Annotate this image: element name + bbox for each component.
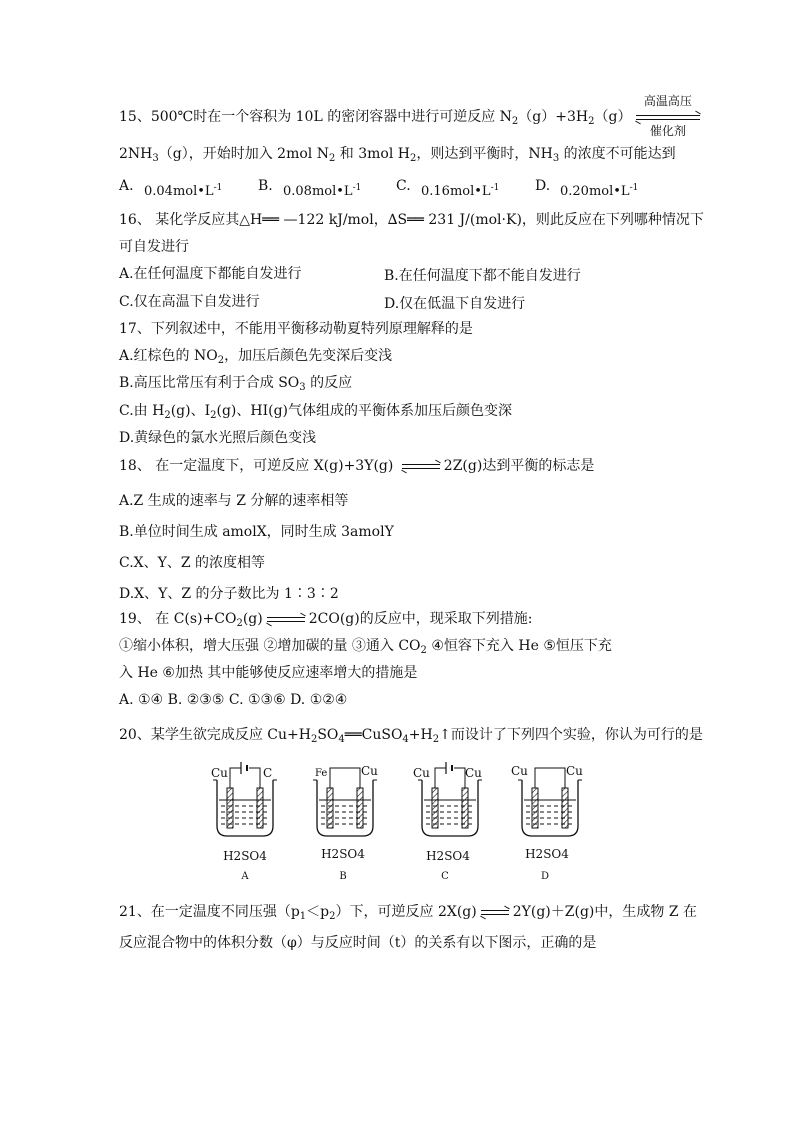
q16-option-d: D.仅在低温下自发进行 xyxy=(384,296,526,312)
q17-sub: 3 xyxy=(299,382,306,393)
q20-stem xyxy=(119,726,703,744)
q15-text: 2NH xyxy=(119,146,153,162)
q18-option-d: D.X、Y、Z 的分子数比为 1∶3∶2 xyxy=(119,586,339,602)
q17-text: ，加压后颜色先变深后变浅 xyxy=(224,348,393,364)
setup-b-right-electrode: Cu xyxy=(361,764,378,778)
q21-text: 21、在一定温度不同压强（p xyxy=(119,904,300,920)
q15-option-d-value xyxy=(560,184,638,199)
q17-sub: 2 xyxy=(210,410,217,421)
q17-stem: 17、下列叙述中，不能用平衡移动勒夏特列原理解释的是 xyxy=(119,321,473,337)
q15-sub: 2 xyxy=(588,116,595,127)
q17-text: C.由 H xyxy=(119,403,165,419)
setup-a-right-electrode: C xyxy=(263,766,273,780)
q15-sub: 3 xyxy=(552,153,560,164)
q19-stem xyxy=(119,610,532,628)
q18-text: 2Z(g)达到平衡的标志是 xyxy=(443,458,595,474)
q15-text: （g） xyxy=(594,109,632,125)
setup-c-left-electrode: Cu xyxy=(413,766,430,780)
q21-text: 2Y(g)＋Z(g)中，生成物 Z 在 xyxy=(512,904,697,920)
q21-text: ）下，可逆反应 2X(g) xyxy=(335,904,477,920)
option-letter: A. xyxy=(119,178,134,194)
equilibrium-arrow xyxy=(402,459,440,473)
q20-text: ↑而设计了下列四个实验，你认为可行的是 xyxy=(439,727,703,743)
option-value: 0.04mol•L xyxy=(144,184,214,199)
q20-sub: 2 xyxy=(432,734,440,745)
q15-sub: 2 xyxy=(328,153,336,164)
q17-text: A.红棕色的 NO xyxy=(119,348,218,364)
q15-option-c-value xyxy=(421,184,499,199)
q17-text: (g)、HI(g)气体组成的平衡体系加压后颜色变深 xyxy=(216,403,513,419)
q17-text: B.高压比常压有利于合成 SO xyxy=(119,375,300,391)
setup-a-left-electrode: Cu xyxy=(211,766,228,780)
q15-line1 xyxy=(119,94,700,138)
q15-text: （g）+3H xyxy=(518,109,589,125)
q21-sub: 1 xyxy=(299,911,307,922)
setup-b-label: B xyxy=(339,871,347,882)
setup-d-label: D xyxy=(540,871,550,882)
q15-text: （g），开始时加入 2mol N xyxy=(158,146,329,162)
setup-b-left-electrode: Fe xyxy=(315,768,328,779)
q15-text: 和 3mol H xyxy=(335,146,410,162)
q18-stem xyxy=(119,457,594,475)
q15-sub: 3 xyxy=(152,153,159,164)
q15-text: 15、500℃时在一个容积为 10L 的密闭容器中进行可逆反应 N xyxy=(119,109,512,125)
setup-c-right-electrode: Cu xyxy=(465,766,482,780)
q18-option-a: A.Z 生成的速率与 Z 分解的速率相等 xyxy=(119,493,349,509)
q15-option-a-value xyxy=(144,184,222,199)
q21-stem xyxy=(119,903,697,921)
q16-option-b: B.在任何温度下都不能自发进行 xyxy=(384,268,581,284)
q19-sub: 2 xyxy=(420,645,427,656)
q17-text: (g)、I xyxy=(170,403,211,419)
q17-text: 的反应 xyxy=(305,375,353,391)
equilibrium-arrow xyxy=(267,612,305,626)
q17-option-c xyxy=(119,402,512,420)
q15-sub: 2 xyxy=(511,116,519,127)
q19-text: 19、 在 C(s)+CO xyxy=(119,611,237,627)
q15-line2 xyxy=(119,145,676,163)
q16-option-c: C.仅在高温下自发进行 xyxy=(119,294,260,310)
q19-text: ④恒容下充入 He ⑤恒压下充 xyxy=(426,638,612,654)
q20-text: +H xyxy=(408,727,433,743)
q20-sub: 4 xyxy=(338,734,345,745)
q18-option-b: B.单位时间生成 amolX，同时生成 3amolY xyxy=(119,524,394,540)
option-exp: -1 xyxy=(352,183,362,193)
option-value: 0.20mol•L xyxy=(560,184,630,199)
q15-option-b-value xyxy=(283,184,361,199)
arrow-condition-bottom: 催化剂 xyxy=(649,124,686,138)
q17-option-d: D.黄绿色的氯水光照后颜色变浅 xyxy=(119,430,317,446)
q17-sub: 2 xyxy=(217,355,225,366)
option-value: 0.16mol•L xyxy=(421,184,491,199)
q21-text: ＜p xyxy=(306,904,330,920)
option-letter: C. xyxy=(396,178,411,194)
q17-option-b xyxy=(119,374,352,392)
option-exp: -1 xyxy=(490,183,500,193)
q15-option-a xyxy=(119,178,134,194)
setup-c-solution: H2SO4 xyxy=(426,849,470,863)
q17-option-a xyxy=(119,347,392,365)
equilibrium-arrow xyxy=(481,905,509,919)
q20-text: SO xyxy=(317,727,339,743)
q20-text: 20、某学生欲完成反应 Cu+H xyxy=(119,727,311,743)
arrow-condition-top: 高温高压 xyxy=(643,94,692,108)
q15-sub: 2 xyxy=(409,153,417,164)
option-exp: -1 xyxy=(213,183,223,193)
option-value: 0.08mol•L xyxy=(283,184,353,199)
q19-options: A. ①④ B. ②③⑤ C. ①③⑥ D. ①②④ xyxy=(119,692,348,708)
q19-sub: 2 xyxy=(236,618,243,629)
q20-sub: 2 xyxy=(310,734,318,745)
setup-d-left-electrode: Cu xyxy=(511,764,528,778)
option-exp: -1 xyxy=(629,183,639,193)
setup-d xyxy=(518,768,582,836)
setup-d-solution: H2SO4 xyxy=(525,847,569,861)
q19-measures xyxy=(119,637,612,655)
q16-stem-cont: 可自发进行 xyxy=(119,239,189,255)
q15-option-d xyxy=(535,178,550,194)
q15-text: ，则达到平衡时，NH xyxy=(416,146,553,162)
q20-text: ══CuSO xyxy=(344,727,403,743)
q15-text: 的浓度不可能达到 xyxy=(559,146,676,162)
q19-text: ①缩小体积，增大压强 ②增加碳的量 ③通入 CO xyxy=(119,638,421,654)
equilibrium-arrow xyxy=(636,94,700,138)
q15-option-c xyxy=(396,178,411,194)
q19-text: (g) xyxy=(242,611,263,627)
q16-stem: 16、 某化学反应其△H══ —122 kJ/mol，∆S══ 231 J/(mol·K)，则此反应在下列哪种情况下 xyxy=(119,212,704,228)
setup-a-solution: H2SO4 xyxy=(223,849,267,863)
q17-sub: 2 xyxy=(164,410,171,421)
q21-stem-cont: 反应混合物中的体积分数（φ）与反应时间（t）的关系有以下图示，正确的是 xyxy=(119,935,597,951)
q18-text: 18、 在一定温度下，可逆反应 X(g)+3Y(g) xyxy=(119,458,394,474)
q19-measures-cont: 入 He ⑥加热 其中能够使反应速率增大的措施是 xyxy=(119,665,418,681)
q20-sub: 4 xyxy=(402,734,409,745)
setup-b-solution: H2SO4 xyxy=(321,847,365,861)
q19-text: 2CO(g)的反应中，现采取下列措施: xyxy=(308,611,533,627)
q18-option-c: C.X、Y、Z 的浓度相等 xyxy=(119,555,266,571)
q15-option-b xyxy=(258,178,273,194)
setup-a-label: A xyxy=(241,871,249,882)
option-letter: D. xyxy=(535,178,551,194)
q21-sub: 2 xyxy=(329,911,336,922)
option-letter: B. xyxy=(258,178,273,194)
q16-option-a: A.在任何温度下都能自发进行 xyxy=(119,266,302,282)
setup-c-label: C xyxy=(441,871,449,882)
setup-d-right-electrode: Cu xyxy=(566,764,583,778)
